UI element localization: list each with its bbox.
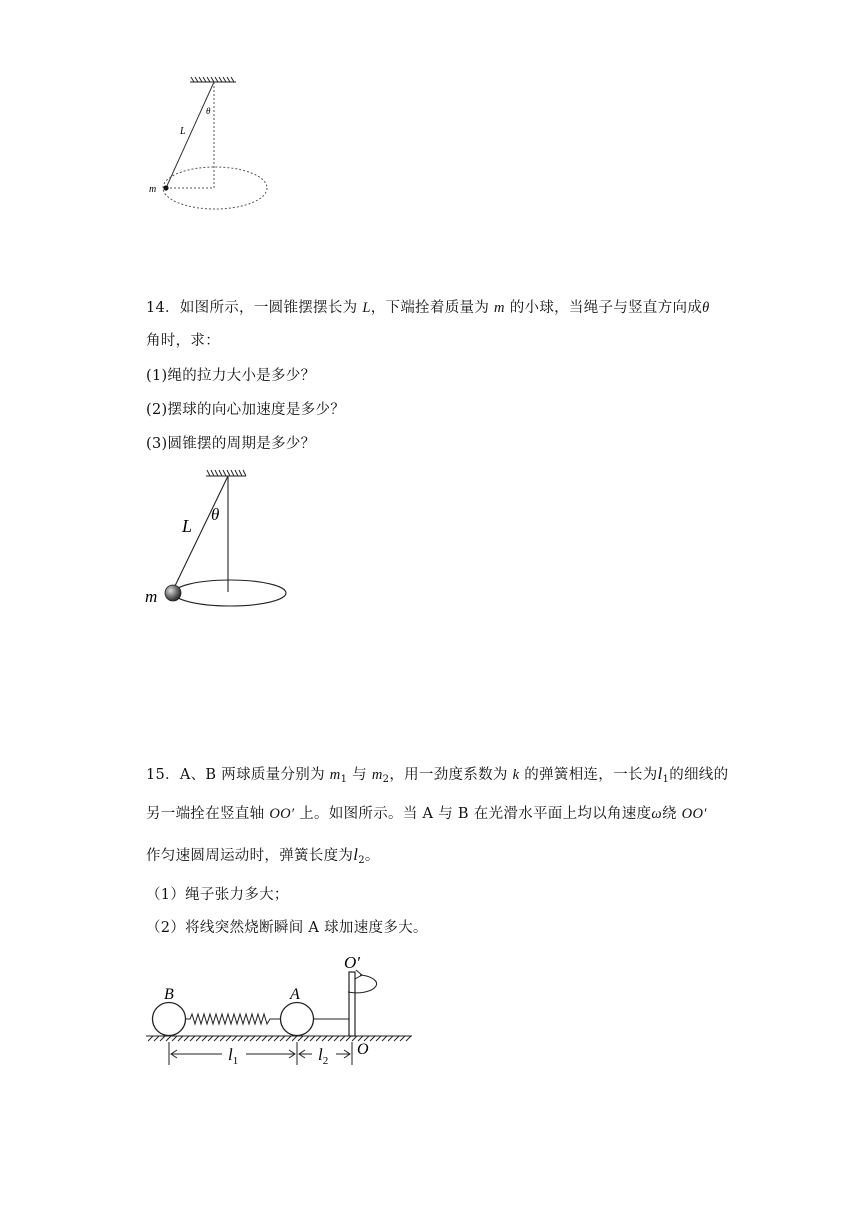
angle-label: θ bbox=[211, 505, 220, 524]
q14-subquestion-1: (1)绳的拉力大小是多少？ bbox=[146, 368, 316, 384]
ground-hatch bbox=[146, 1036, 412, 1041]
label-O: O bbox=[357, 1041, 369, 1058]
bob bbox=[165, 585, 181, 601]
q14-subquestion-2: (2)摆球的向心加速度是多少？ bbox=[146, 402, 346, 418]
spring bbox=[186, 1014, 280, 1024]
bob bbox=[163, 185, 168, 190]
mass-label: m bbox=[149, 184, 157, 195]
angle-label: θ bbox=[206, 106, 211, 116]
ceiling-hatch bbox=[190, 77, 236, 82]
string bbox=[166, 82, 214, 188]
q14-stem-line1: 14．如图所示，一圆锥摆摆长为 L，下端拴着质量为 m 的小球，当绳子与竖直方向成θ bbox=[146, 300, 710, 316]
figure-spring-balls-axis bbox=[140, 948, 430, 1078]
dim-l1-label: $l_1$ bbox=[228, 1045, 239, 1067]
q15-subquestion-1: （1）绳子张力多大； bbox=[146, 887, 289, 903]
ceiling-hatch bbox=[206, 470, 246, 476]
mass-label: m bbox=[145, 587, 158, 606]
length-label: L bbox=[182, 516, 193, 536]
q15-subquestion-2: （2）将线突然烧断瞬间 A 球加速度多大。 bbox=[146, 920, 428, 936]
ball-A bbox=[281, 1003, 314, 1036]
orbit-ellipse bbox=[174, 580, 286, 606]
ball-B bbox=[153, 1003, 186, 1036]
label-A: A bbox=[290, 986, 300, 1003]
label-Oprime: O′ bbox=[344, 953, 360, 972]
label-B: B bbox=[164, 986, 174, 1003]
q15-stem-line1: 15．A、B 两球质量分别为 $m_1$ 与 $m_2$，用一劲度系数为 k 的弹簧相连，一长为$l_1$的细线的 bbox=[146, 764, 729, 785]
figure-conical-pendulum bbox=[140, 462, 300, 612]
dim-l2-label: $l_2$ bbox=[318, 1045, 329, 1067]
q15-stem-line2: 另一端拴在竖直轴 OO′ 上。如图所示。当 A 与 B 在光滑水平面上均以角速度ω绕 OO′ bbox=[146, 806, 707, 822]
q14-subquestion-3: (3)圆锥摆的周期是多少？ bbox=[146, 436, 316, 452]
q15-stem-line3: 作匀速圆周运动时，弹簧长度为$l_2$。 bbox=[146, 845, 380, 866]
vertical-axis-rod bbox=[349, 972, 355, 1036]
figure-conical-pendulum-small bbox=[140, 70, 280, 220]
length-label: L bbox=[180, 126, 186, 137]
q14-stem-line2: 角时，求： bbox=[146, 333, 220, 349]
